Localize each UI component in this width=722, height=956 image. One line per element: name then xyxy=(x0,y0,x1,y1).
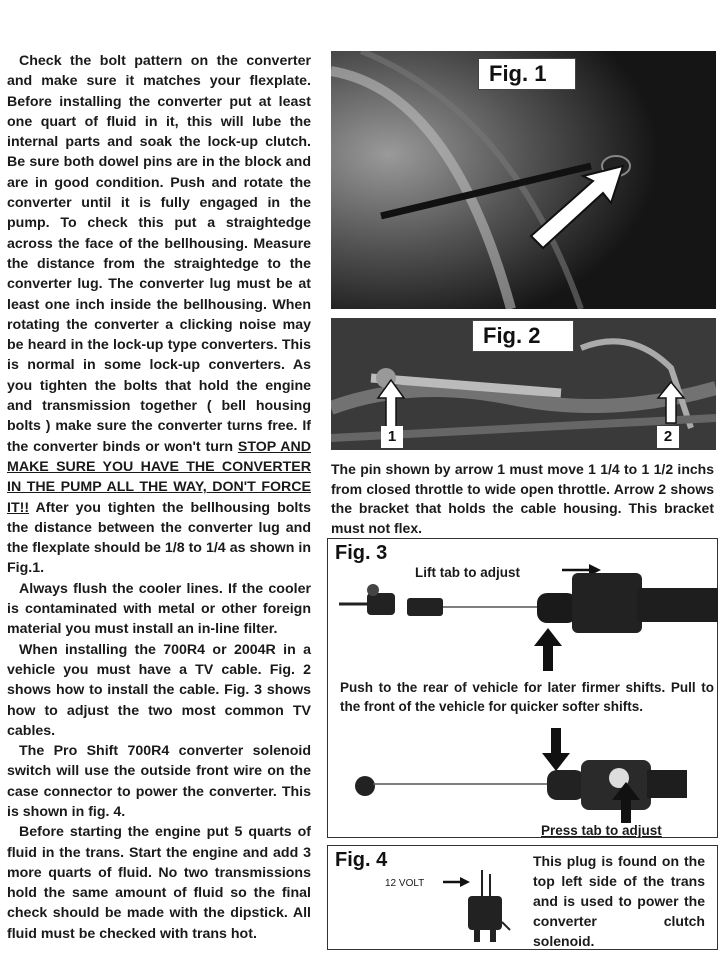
paragraph-text: After you tighten the bellhousing bolts the distance between the converter lug and the flexplate should be 1/8 to 1/4 as shown in Fig.1. xyxy=(7,499,311,577)
paragraph-fluid: Before starting the engine put 5 quarts of fluid in the trans. Start the engine and add 3 more quarts of fluid. No two transmissions hold the same amount of fluid so the final check should be made with the dipstick. All fluid must be checked with trans hot. xyxy=(7,824,311,942)
fig2-label: Fig. 2 xyxy=(472,320,574,352)
fig2-caption: The pin shown by arrow 1 must move 1 1/4 to 1 1/2 inchs from closed throttle to wide open throttle. Arrow 2 shows the bracket that holds the cable housing. This bracket must not flex. xyxy=(331,461,714,536)
fig2-photo xyxy=(331,318,716,450)
fig4-plug-illustration xyxy=(438,860,538,950)
arrow-2-label: 2 xyxy=(657,426,679,448)
fig1-label: Fig. 1 xyxy=(478,58,576,90)
fig1-photo xyxy=(331,51,716,309)
paragraph-converter-install xyxy=(7,51,311,579)
instructions-column xyxy=(7,51,311,944)
warning-text: STOP AND MAKE SURE YOU HAVE THE CONVERTER IN THE PUMP ALL THE WAY, DON'T FORCE IT!! xyxy=(7,438,311,516)
cable-end-bottom xyxy=(355,760,687,810)
cable-end-top xyxy=(339,573,718,633)
fig3-label: Fig. 3 xyxy=(335,542,388,564)
arrow-1-label: 1 xyxy=(381,426,403,448)
paragraph-tv-cable: When installing the 700R4 or 2004R in a vehicle you must have a TV cable. Fig. 2 shows how to install the cable. Fig. 3 shows how to adjust the two most common TV cables. xyxy=(7,641,311,739)
paragraph-cooler-lines: Always flush the cooler lines. If the cooler is contaminated with metal or other foreign material you must install an in-line filter. xyxy=(7,580,311,638)
press-tab-label: Press tab to adjust xyxy=(541,823,662,838)
paragraph-solenoid: The Pro Shift 700R4 converter solenoid switch will use the outside front wire on the case connector to power the converter. This is shown in fig. 4. xyxy=(7,743,311,820)
fig4-label: Fig. 4 xyxy=(335,849,388,871)
paragraph-text: Check the bolt pattern on the converter and make sure it matches your flexplate. Before installing the converter put at least one quart of fluid in it, this will lube the internal parts and soak the lock-up clutch. Be sure both dowel pins are in the block and are in good condition. Push and rotate the converter until it is fully engaged in the pump. To check this put a straightedge across the face of the bellhousing. Measure the distance from the straightedge to the converter lug. The converter lug must be at least one inch inside the bellhousing. When rotating the converter a clicking noise may be heard in the lock-up type converters. This is normal in some lock-up converters. As you tighten the bolts that hold the engine and transmission together ( bell housing bolts ) make sure the converter turns free. If the converter binds or won't turn xyxy=(7,53,311,455)
volt-label: 12 VOLT xyxy=(385,878,425,889)
fig3-instruction: Push to the rear of vehicle for later firmer shifts. Pull to the front of the vehicle for quicker softer shifts. xyxy=(340,680,714,714)
fig4-description: This plug is found on the top left side of the trans and is used to power the converter clutch solenoid. xyxy=(533,853,705,949)
lift-tab-label: Lift tab to adjust xyxy=(415,565,520,580)
